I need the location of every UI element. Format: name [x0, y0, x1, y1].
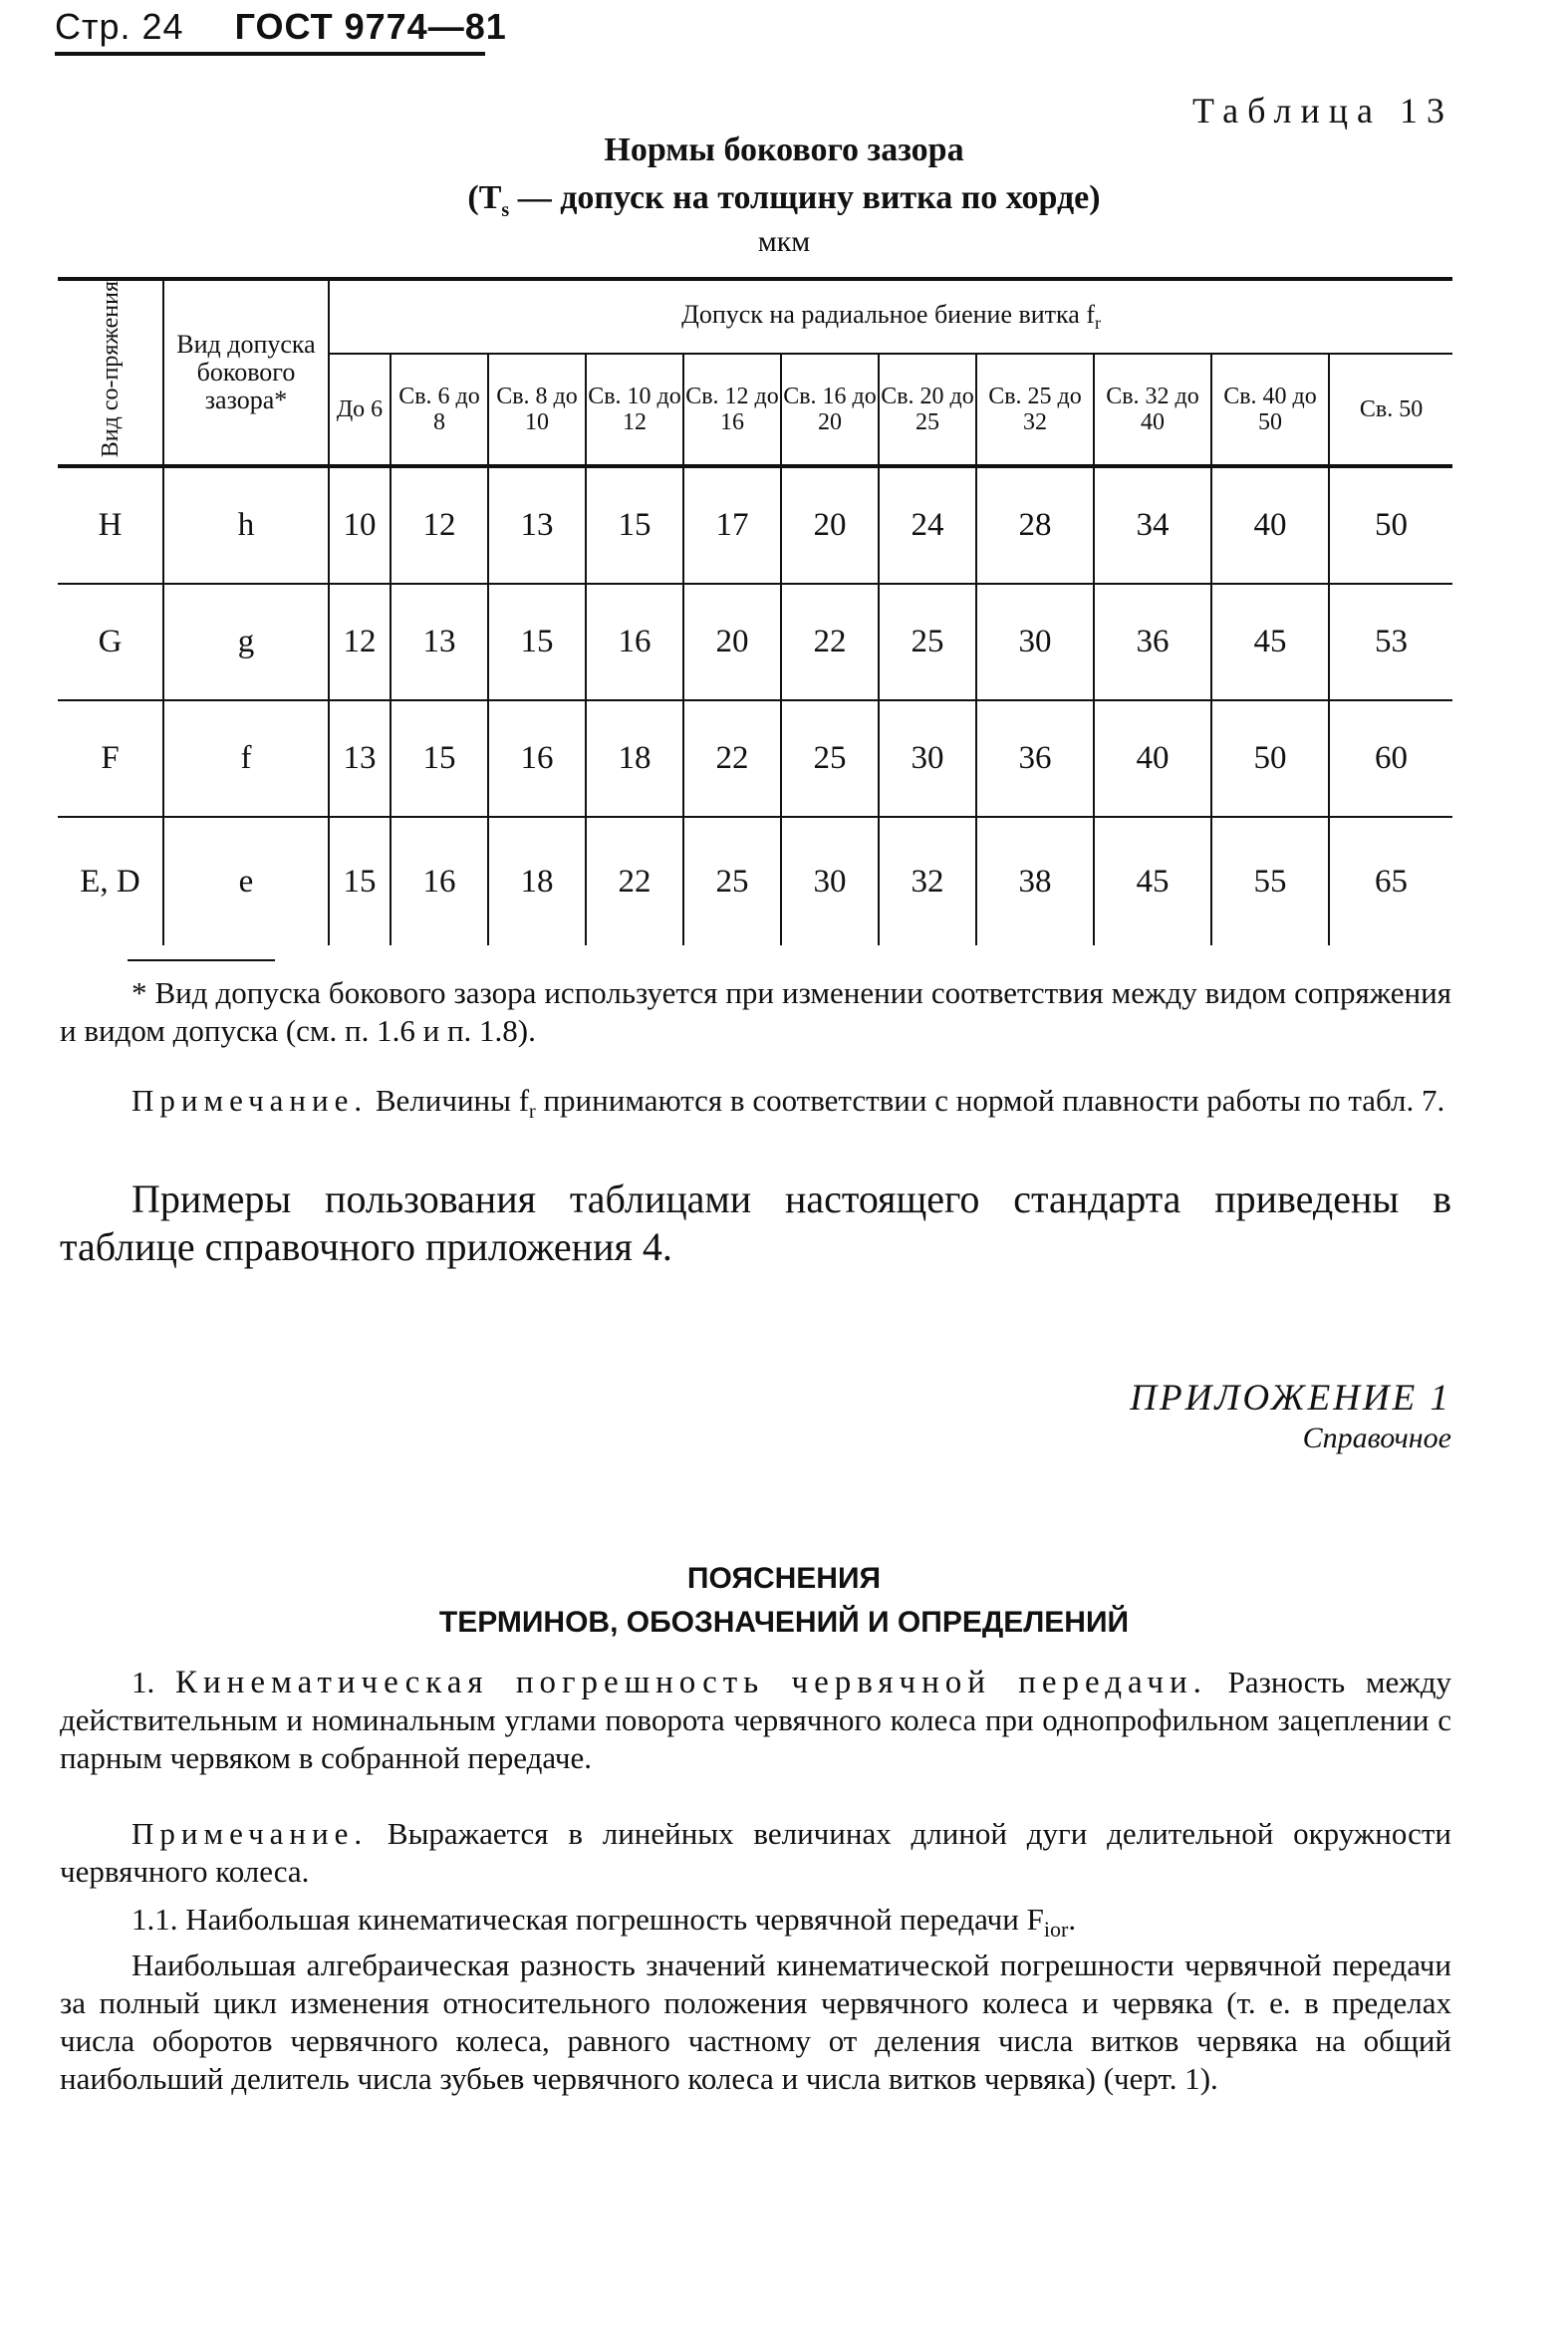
- table-row: [58, 584, 1452, 700]
- table-row: [58, 466, 1452, 584]
- value-cell: 22: [683, 700, 781, 817]
- value-cell: 34: [1094, 466, 1211, 584]
- col-header-mate: Вид со-пряжения: [58, 279, 163, 466]
- annex-subtitle: Справочное: [1302, 1422, 1451, 1454]
- mate-cell: G: [58, 584, 163, 700]
- range-header: Св. 20 до 25: [879, 354, 976, 467]
- value-cell: 17: [683, 466, 781, 584]
- value-cell: 25: [683, 817, 781, 945]
- value-cell: 40: [1211, 466, 1329, 584]
- tolerance-cell: e: [163, 817, 329, 945]
- value-cell: 32: [879, 817, 976, 945]
- table-note: Примечание. Величины $f_r$ принимаются в соответствии с нормой плавности работы по табл. 7.: [131, 1083, 1445, 1124]
- value-cell: 36: [976, 700, 1094, 817]
- col-header-tolerance: Вид допуска бокового зазора*: [163, 279, 329, 466]
- value-cell: 10: [329, 466, 391, 584]
- page-number: Стр. 24: [55, 6, 184, 47]
- range-header: Св. 16 до 20: [781, 354, 879, 467]
- table-subtitle: ($T_s$ — допуск на толщину витка по хорде): [467, 179, 1101, 221]
- value-cell: 16: [488, 700, 586, 817]
- value-cell: 50: [1211, 700, 1329, 817]
- value-cell: 25: [781, 700, 879, 817]
- range-header: Св. 10 до 12: [586, 354, 683, 467]
- value-cell: 18: [488, 817, 586, 945]
- value-cell: 25: [879, 584, 976, 700]
- term-1: 1. Кинематическая погрешность червячной передачи. Разность между действительным и номинальным углами поворота червячного колеса при однопрофильном зацеплении с парным червяком в собранной передаче.: [60, 1665, 1452, 1775]
- table-title: Нормы бокового зазора: [604, 131, 964, 168]
- examples-paragraph: Примеры пользования таблицами настоящего стандарта приведены в таблице справочного приложения 4.: [60, 1176, 1451, 1269]
- page-header: [55, 6, 507, 48]
- group-header: Допуск на радиальное биение витка $f_r$: [329, 279, 1452, 354]
- mate-cell: F: [58, 700, 163, 817]
- value-cell: 30: [976, 584, 1094, 700]
- footnote: * Вид допуска бокового зазора используется при изменении соответствия между видом сопряжения и видом допуска (см. п. 1.6 и п. 1.8).: [60, 975, 1451, 1048]
- term-1-note: Примечание. Выражается в линейных величинах длиной дуги делительной окружности червячного колеса.: [60, 1816, 1451, 1889]
- value-cell: 30: [879, 700, 976, 817]
- section-heading-line1: ПОЯСНЕНИЯ: [686, 1562, 882, 1595]
- range-header: Св. 12 до 16: [683, 354, 781, 467]
- value-cell: 24: [879, 466, 976, 584]
- value-cell: 65: [1329, 817, 1452, 945]
- table-row: [58, 700, 1452, 817]
- range-header: Св. 32 до 40: [1094, 354, 1211, 467]
- table-label: Таблица 13: [1192, 91, 1453, 130]
- value-cell: 45: [1094, 817, 1211, 945]
- term-1-1: 1.1. Наибольшая кинематическая погрешность червячной передачи $F_{ior}$.: [131, 1902, 1077, 1943]
- term-1-1-definition: Наибольшая алгебраическая разность значений кинематической погрешности червячной передачи за полный цикл изменения относительного положения червячного колеса и червяка (т. е. в пределах числа оборотов червячного колеса, равного частному от деления числа витков червяка на общий наибольший делитель числа зубьев червячного колеса и числа витков червяка) (черт. 1).: [60, 1948, 1451, 2096]
- value-cell: 13: [488, 466, 586, 584]
- range-header: Св. 40 до 50: [1211, 354, 1329, 467]
- range-header: До 6: [329, 354, 391, 467]
- backlash-table: [58, 277, 1452, 945]
- value-cell: 45: [1211, 584, 1329, 700]
- tolerance-cell: f: [163, 700, 329, 817]
- value-cell: 20: [683, 584, 781, 700]
- value-cell: 12: [329, 584, 391, 700]
- value-cell: 16: [586, 584, 683, 700]
- value-cell: 18: [586, 700, 683, 817]
- value-cell: 28: [976, 466, 1094, 584]
- value-cell: 22: [781, 584, 879, 700]
- range-header: Св. 6 до 8: [391, 354, 488, 467]
- table-unit: мкм: [757, 225, 811, 258]
- header-rule: [55, 52, 485, 56]
- value-cell: 36: [1094, 584, 1211, 700]
- value-cell: 53: [1329, 584, 1452, 700]
- range-header: Св. 50: [1329, 354, 1452, 467]
- value-cell: 50: [1329, 466, 1452, 584]
- value-cell: 15: [391, 700, 488, 817]
- table-row: [58, 817, 1452, 945]
- mate-cell: E, D: [58, 817, 163, 945]
- value-cell: 13: [329, 700, 391, 817]
- section-heading-line2: ТЕРМИНОВ, ОБОЗНАЧЕНИЙ И ОПРЕДЕЛЕНИЙ: [438, 1606, 1130, 1639]
- range-header: Св. 25 до 32: [976, 354, 1094, 467]
- value-cell: 22: [586, 817, 683, 945]
- footnote-rule: [128, 959, 275, 961]
- value-cell: 15: [488, 584, 586, 700]
- value-cell: 13: [391, 584, 488, 700]
- value-cell: 55: [1211, 817, 1329, 945]
- value-cell: 38: [976, 817, 1094, 945]
- value-cell: 60: [1329, 700, 1452, 817]
- value-cell: 40: [1094, 700, 1211, 817]
- value-cell: 15: [329, 817, 391, 945]
- tolerance-cell: g: [163, 584, 329, 700]
- value-cell: 30: [781, 817, 879, 945]
- tolerance-cell: h: [163, 466, 329, 584]
- value-cell: 12: [391, 466, 488, 584]
- annex-title: ПРИЛОЖЕНИЕ 1: [1130, 1378, 1451, 1419]
- value-cell: 16: [391, 817, 488, 945]
- mate-cell: H: [58, 466, 163, 584]
- value-cell: 15: [586, 466, 683, 584]
- range-header: Св. 8 до 10: [488, 354, 586, 467]
- standard-number: ГОСТ 9774—81: [234, 6, 507, 47]
- value-cell: 20: [781, 466, 879, 584]
